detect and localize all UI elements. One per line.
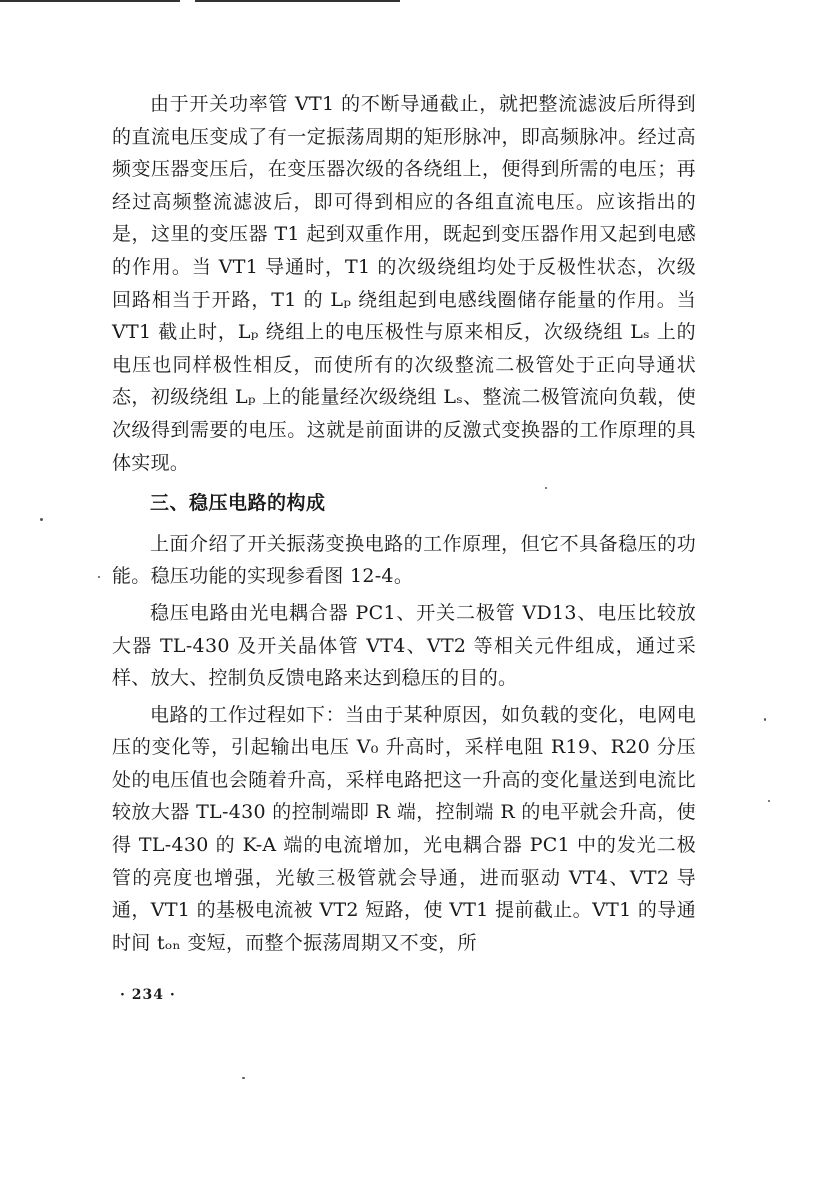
scan-speck xyxy=(242,1077,245,1079)
paragraph: 电路的工作过程如下：当由于某种原因，如负载的变化，电网电压的变化等，引起输出电压 V₀ 升高时，采样电阻 R19、R20 分压处的电压值也会随着升高，采样电路把这一升高的变化量送到电流比较放大器 TL-430 的控制端即 R 端，控制端 R 的电平就会升高，使得 TL-430 的 K-A 端的电流增加，光电耦合器 PC1 中的发光二极管的亮度也增强，光敏三极管就会导通，进而驱动 VT4、VT2 导通，VT1 的基极电流被 VT2 短路，使 VT1 提前截止。VT1 的导通时间 tₒₙ 变短，而整个振荡周期又不变，所 xyxy=(112,703,696,954)
section-heading: 三、稳压电路的构成 xyxy=(150,492,326,515)
scan-speck xyxy=(545,487,547,489)
top-edge-line xyxy=(195,0,400,2)
top-edge-line xyxy=(0,0,180,2)
scan-speck xyxy=(764,718,766,721)
scan-speck xyxy=(768,800,770,802)
paragraph: 由于开关功率管 VT1 的不断导通截止，就把整流滤波后所得到的直流电压变成了有一定振荡周期的矩形脉冲，即高频脉冲。经过高频变压器变压后，在变压器次级的各绕组上，便得到所需的电压；再经过高频整流滤波后，即可得到相应的各组直流电压。应该指出的是，这里的变压器 T1 起到双重作用，既起到变压器作用又起到电感的作用。当 VT1 导通时，T1 的次级绕组均处于反极性状态，次级回路相当于开路，T1 的 Lₚ 绕组起到电感线圈储存能量的作用。当 VT1 截止时，Lₚ 绕组上的电压极性与原来相反，次级绕组 Lₛ 上的电压也同样极性相反，而使所有的次级整流二极管处于正向导通状态，初级绕组 Lₚ 上的能量经次级绕组 Lₛ、整流二极管流向负载，使次级得到需要的电压。这就是前面讲的反激式变换器的工作原理的具体实现。 xyxy=(112,93,696,474)
body-text xyxy=(112,88,696,959)
page-number: · 234 · xyxy=(120,987,176,1003)
scan-speck xyxy=(98,576,100,578)
scan-speck xyxy=(40,518,43,521)
paragraph: 上面介绍了开关振荡变换电路的工作原理，但它不具备稳压的功能。稳压功能的实现参看图 12-4。 xyxy=(112,532,696,588)
paragraph: 稳压电路由光电耦合器 PC1、开关二极管 VD13、电压比较放大器 TL-430 及开关晶体管 VT4、VT2 等相关元件组成，通过采样、放大、控制负反馈电路来达到稳压的目的。 xyxy=(112,601,696,690)
